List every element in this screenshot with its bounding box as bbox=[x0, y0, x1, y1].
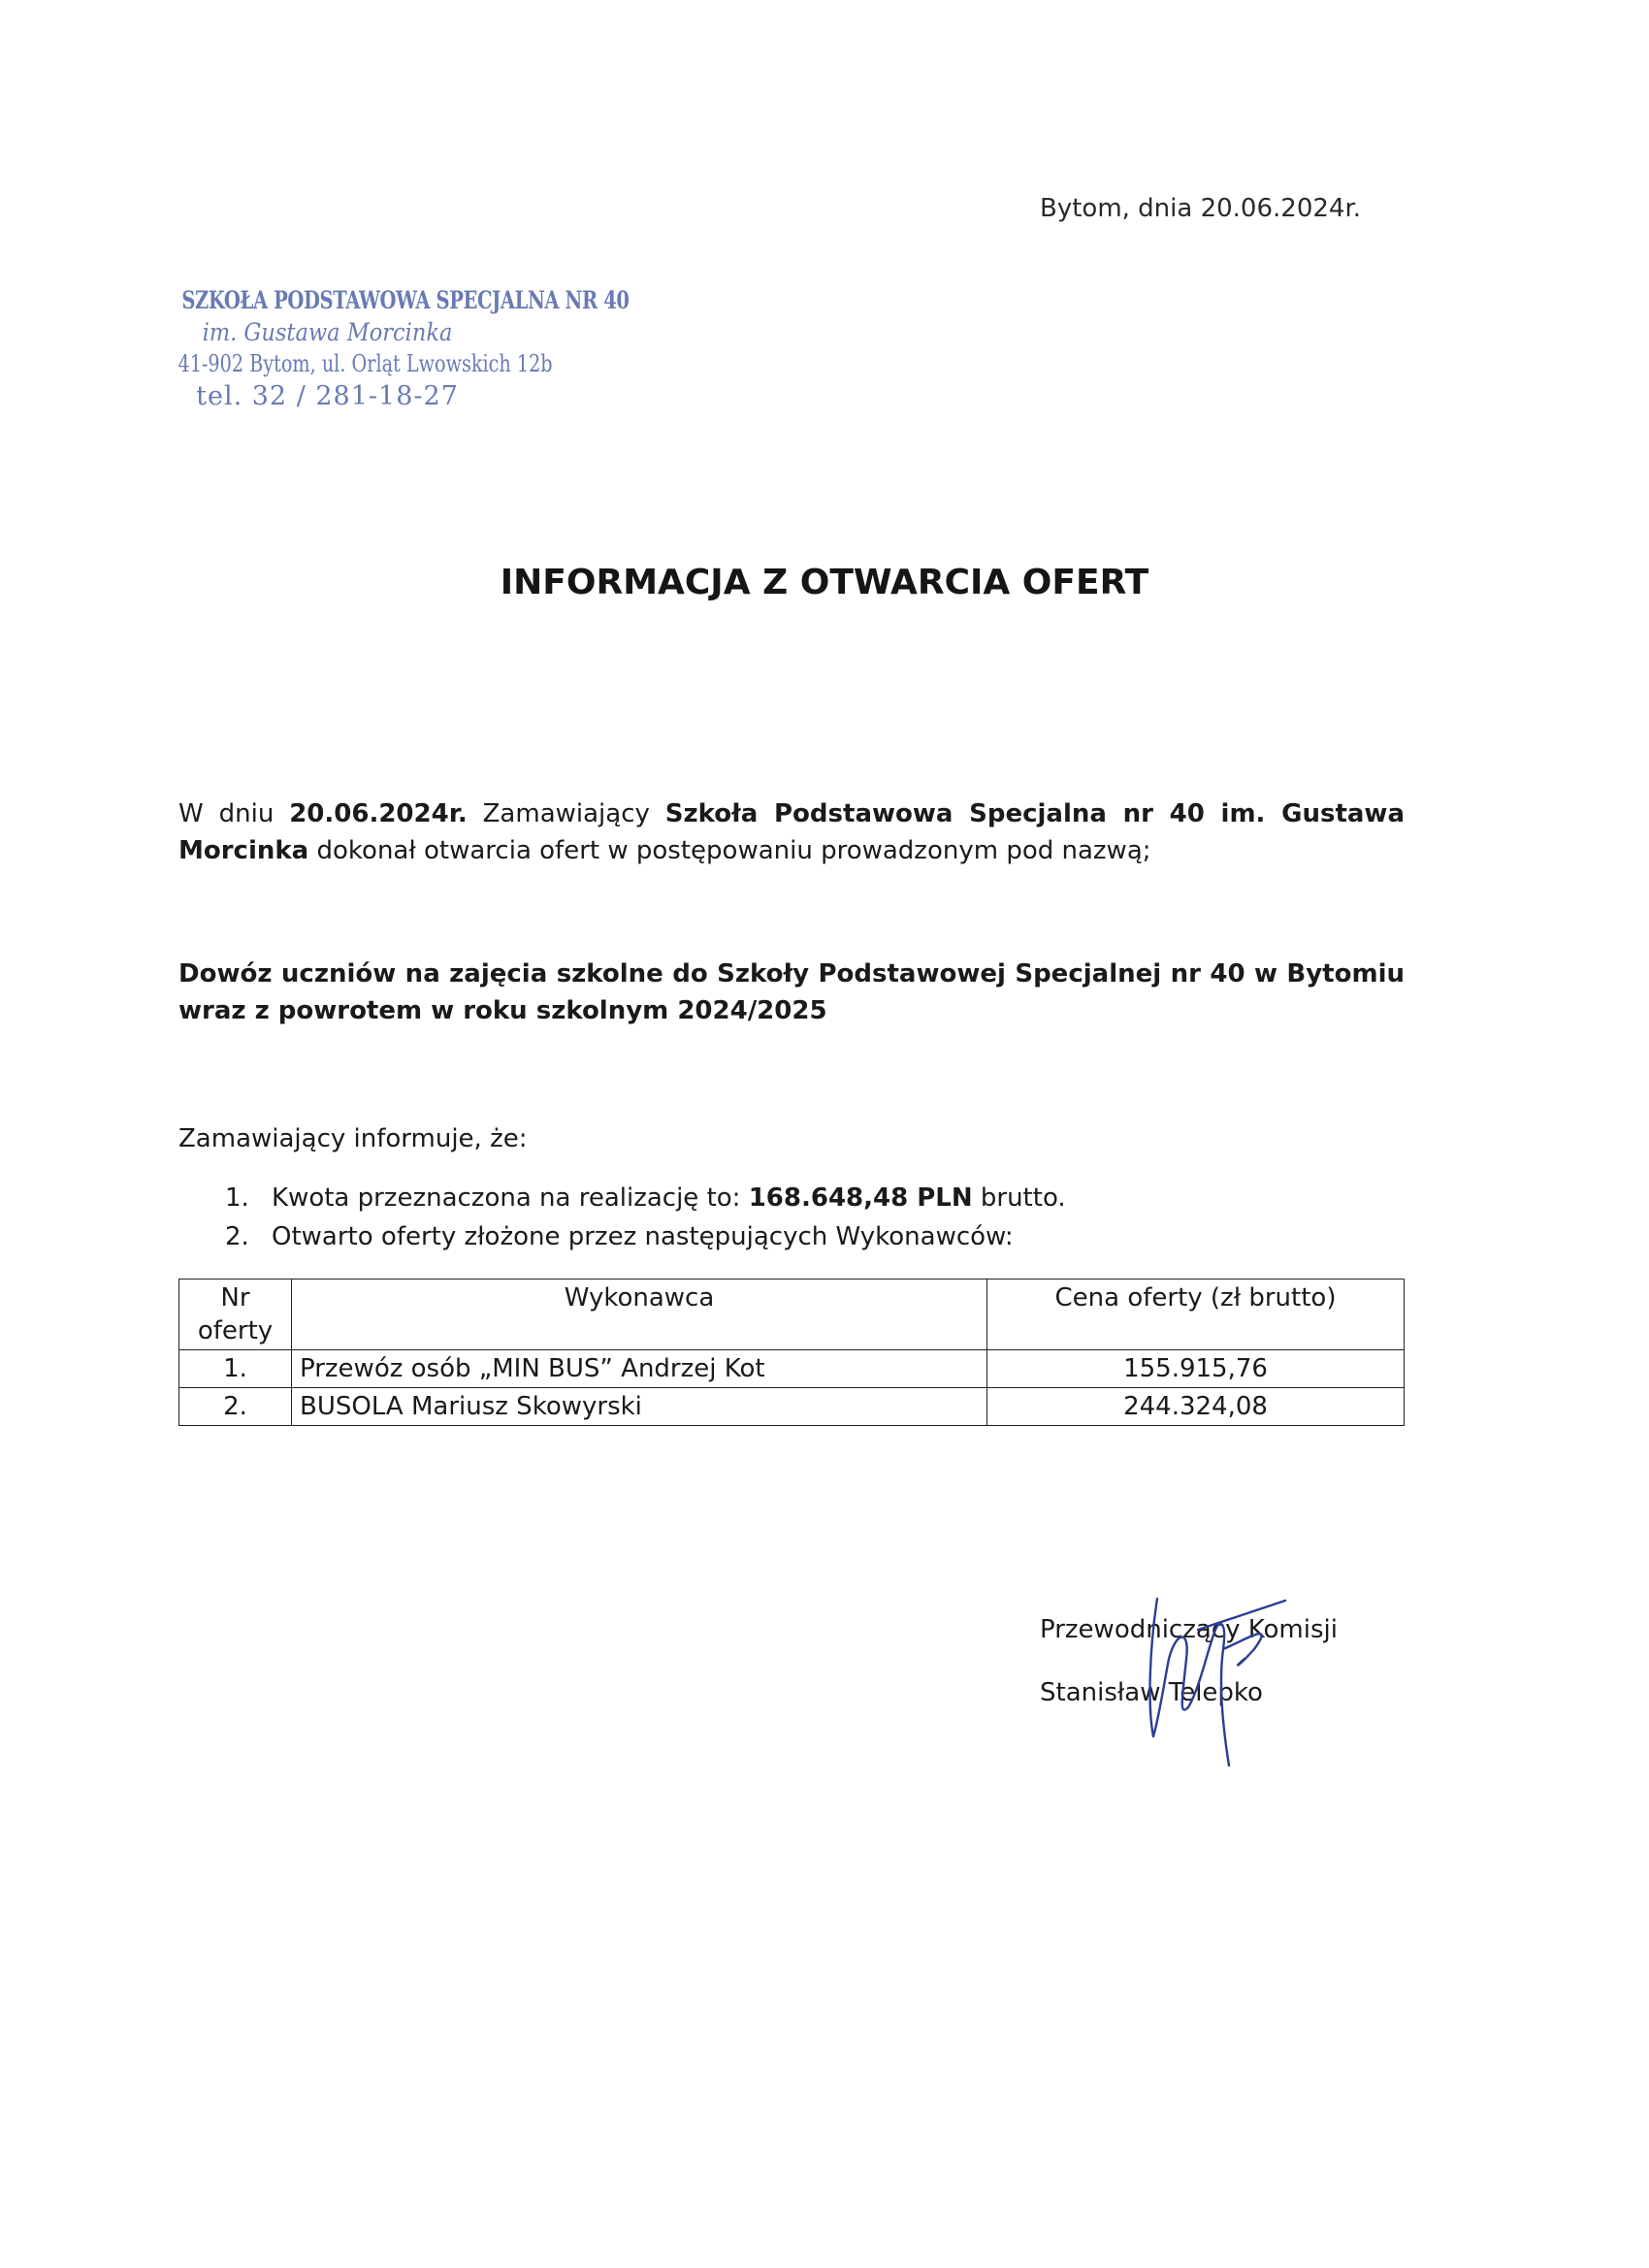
intro-text-2: Zamawiający bbox=[467, 799, 665, 828]
header-price: Cena oferty (zł brutto) bbox=[987, 1280, 1405, 1350]
intro-paragraph bbox=[178, 795, 1405, 869]
info-lead: Zamawiający informuje, że: bbox=[178, 1124, 528, 1153]
intro-date: 20.06.2024r. bbox=[289, 799, 468, 828]
budget-amount: 168.648,48 PLN bbox=[748, 1183, 973, 1213]
cell-price: 155.915,76 bbox=[987, 1350, 1405, 1388]
header-contractor: Wykonawca bbox=[292, 1280, 987, 1350]
cell-contractor: Przewóz osób „MIN BUS” Andrzej Kot bbox=[292, 1350, 987, 1388]
list-text-end: brutto. bbox=[972, 1183, 1066, 1213]
cell-contractor: BUSOLA Mariusz Skowyrski bbox=[292, 1388, 987, 1426]
list-item bbox=[225, 1217, 1066, 1256]
table-row bbox=[179, 1350, 1405, 1388]
table-row bbox=[179, 1388, 1405, 1426]
offers-table bbox=[178, 1279, 1405, 1426]
cell-price: 244.324,08 bbox=[987, 1388, 1405, 1426]
handwritten-signature bbox=[1140, 1591, 1295, 1775]
list-number: 2. bbox=[225, 1222, 249, 1251]
stamp-line-2: im. Gustawa Morcinka bbox=[202, 318, 453, 346]
header-nr: Nr oferty bbox=[179, 1280, 292, 1350]
place-date: Bytom, dnia 20.06.2024r. bbox=[1040, 194, 1362, 223]
list-text: Otwarto oferty złożone przez następujących Wykonawców: bbox=[272, 1222, 1014, 1251]
orderer-name: Szkoła Podstawowa Specjalna nr 40 im. Gustawa Morcinka bbox=[178, 799, 1405, 865]
signatory-role: Przewodniczący Komisji bbox=[1040, 1615, 1338, 1644]
signatory-name: Stanisław Telepko bbox=[1040, 1678, 1263, 1707]
stamp-line-1: SZKOŁA PODSTAWOWA SPECJALNA NR 40 bbox=[181, 286, 630, 314]
procedure-name: Dowóz uczniów na zajęcia szkolne do Szkoły Podstawowej Specjalnej nr 40 w Bytomiu wraz z powrotem w roku szkolnym 2024/2025 bbox=[178, 959, 1405, 1025]
list-text: Kwota przeznaczona na realizację to: bbox=[272, 1183, 749, 1213]
stamp-line-3: 41-902 Bytom, ul. Orląt Lwowskich 12b bbox=[178, 350, 553, 377]
stamp-line-4: tel. 32 / 281-18-27 bbox=[196, 381, 459, 411]
intro-text-3: dokonał otwarcia ofert w postępowaniu prowadzonym pod nazwą; bbox=[308, 836, 1151, 865]
school-stamp bbox=[141, 286, 630, 411]
list-item bbox=[225, 1179, 1066, 1217]
document-title: INFORMACJA Z OTWARCIA OFERT bbox=[500, 563, 1149, 602]
cell-nr: 2. bbox=[179, 1388, 292, 1426]
cell-nr: 1. bbox=[179, 1350, 292, 1388]
table-header-row bbox=[179, 1280, 1405, 1350]
intro-text-1: W dniu bbox=[178, 799, 290, 828]
list-number: 1. bbox=[225, 1183, 249, 1213]
info-list bbox=[225, 1179, 1066, 1256]
